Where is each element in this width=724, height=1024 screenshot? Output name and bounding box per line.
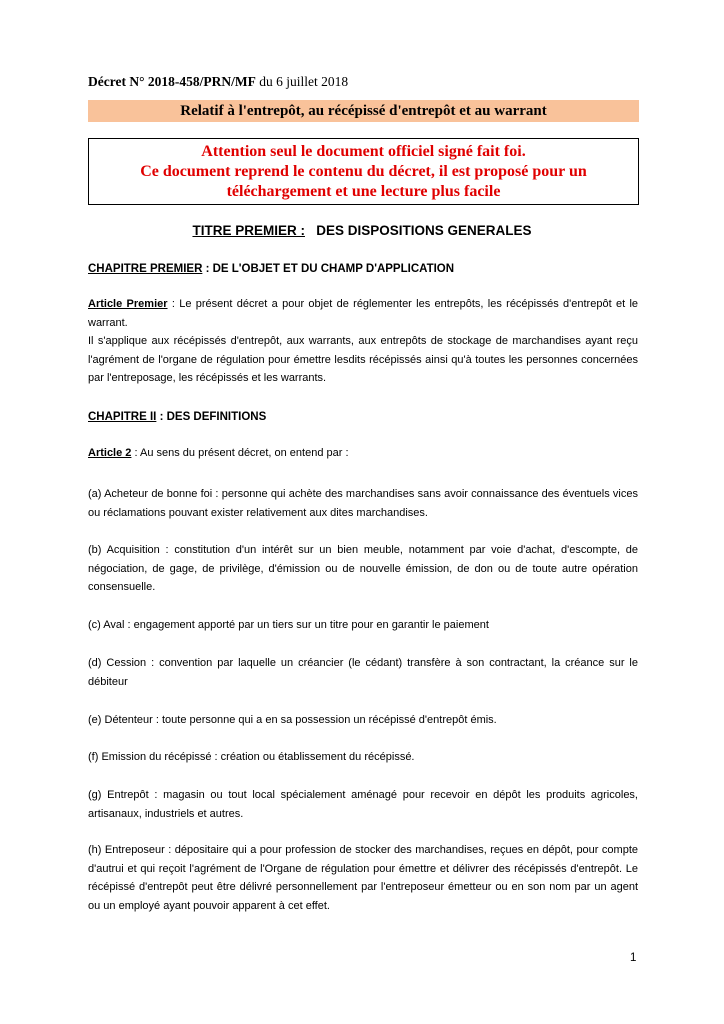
definition-d: (d) Cession : convention par laquelle un créancier (le cédant) transfère à son contractant, la créance sur le débiteur xyxy=(88,657,638,688)
definition-c: (c) Aval : engagement apporté par un tiers sur un titre pour en garantir le paiement xyxy=(88,619,489,631)
notice-line-2: Ce document reprend le contenu du décret, il est proposé pour un xyxy=(140,163,587,180)
definition-a: (a) Acheteur de bonne foi : personne qui achète des marchandises sans avoir connaissance des éventuels vices ou réclamations pouvant exister relativement aux dites marchandises. xyxy=(88,488,638,519)
decree-reference: Décret N° 2018-458/PRN/MF xyxy=(88,74,256,89)
definition-e: (e) Détenteur : toute personne qui a en sa possession un récépissé d'entrepôt émis. xyxy=(88,714,497,726)
article-premier xyxy=(88,295,638,388)
titre-text: DES DISPOSITIONS GENERALES xyxy=(316,223,532,238)
chapitre2-label: CHAPITRE II xyxy=(88,411,157,423)
article1-text: : Le présent décret a pour objet de réglementer les entrepôts, les récépissés d'entrepôt et le warrant. xyxy=(88,298,639,329)
notice-line-1: Attention seul le document officiel signé fait foi. xyxy=(201,143,526,160)
titre-premier-heading xyxy=(0,223,724,238)
decree-date: 6 juillet 2018 xyxy=(276,74,349,89)
article1-text2: Il s'applique aux récépissés d'entrepôt, aux warrants, aux entrepôts de stockage de marchandises ayant reçu l'agrément de l'organe de régulation pour émettre lesdits récépissés ainsi qu'à toutes les personnes concernées par l'entreposage, les récépissés et les warrants. xyxy=(88,335,638,384)
decree-header xyxy=(88,74,348,90)
document-title: Relatif à l'entrepôt, au récépissé d'entrepôt et au warrant xyxy=(88,100,639,122)
definition-f: (f) Emission du récépissé : création ou établissement du récépissé. xyxy=(88,751,415,763)
article-2 xyxy=(88,444,638,463)
date-prefix: du xyxy=(255,74,277,89)
definition-h: (h) Entreposeur : dépositaire qui a pour profession de stocker des marchandises, reçues en dépôt, pour compte d'autrui et qui reçoit l'agrément de l'Organe de régulation pour émettre et délivrer des récépissés d'entrepôt. Le récépissé d'entrepôt peut être délivré personnellement par l'entreposeur émetteur ou en son nom par un agent ou un employé ayant pouvoir apparent à cet effet. xyxy=(88,844,638,912)
chapitre1-text: : DE L'OBJET ET DU CHAMP D'APPLICATION xyxy=(202,263,455,275)
notice-box xyxy=(88,138,639,205)
article1-label: Article Premier xyxy=(88,298,168,310)
chapitre1-label: CHAPITRE PREMIER xyxy=(88,263,203,275)
notice-line-3: téléchargement et une lecture plus facile xyxy=(226,183,501,200)
article2-text: : Au sens du présent décret, on entend par : xyxy=(131,447,349,459)
chapitre-premier-heading xyxy=(88,263,454,275)
article2-label: Article 2 xyxy=(88,447,132,459)
definition-g: (g) Entrepôt : magasin ou tout local spécialement aménagé pour recevoir en dépôt les produits agricoles, artisanaux, industriels et autres. xyxy=(88,789,638,820)
chapitre-ii-heading xyxy=(88,411,266,423)
titre-label: TITRE PREMIER : xyxy=(192,223,305,238)
page-number: 1 xyxy=(630,952,637,964)
chapitre2-text: : DES DEFINITIONS xyxy=(156,411,267,423)
definition-b: (b) Acquisition : constitution d'un intérêt sur un bien meuble, notamment par voie d'achat, d'escompte, de négociation, de gage, de privilège, d'émission ou de nouvelle émission, de don ou de toute autre opération consensuelle. xyxy=(88,544,638,593)
